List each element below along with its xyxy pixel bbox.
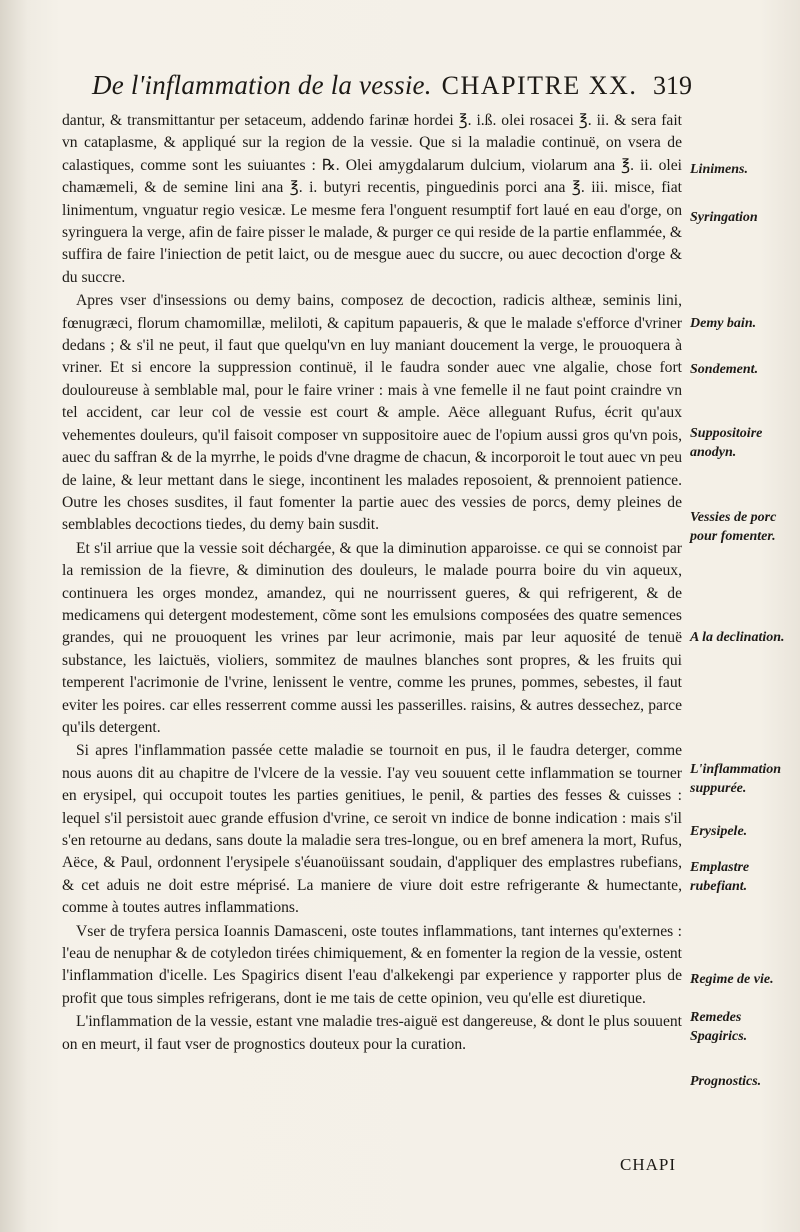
paragraph-5: Vser de tryfera persica Ioannis Damasceni, oste toutes inflammations, tant internes qu'externes : l'eau de nenuphar & de cotyledon tirées chimiquement, & en fomenter la region de la vessie, ostent l'inflammation d'icelle. Les Spagirics disent l'eau d'alkekengi par experience y rapporter plus de profit que tous simples refrigerans, dont ie me tais de cette opinion, veu qu'elle est diuretique. bbox=[62, 922, 682, 1007]
page-number: 319 bbox=[653, 71, 692, 100]
margin-note: Linimens. bbox=[690, 162, 748, 177]
margin-note: Emplastre rubefiant. bbox=[690, 860, 750, 894]
paragraph-3: Et s'il arriue que la vessie soit déchargée, & que la diminution apparoisse. ce qui se connoist par la remission de la fievre, & diminution des douleurs, le malade pourra boire du vin aqueux, continuera les orges mondez, amandez, qui ne nourrissent gueres, & qui refrigerent, & de medicamens qui detergent modestement, cõme sont les emulsions composées des quatre semences grandes, qui ne prouoquent les vrines par leur acrimonie, mais par leur aquosité de tenuë substance, les laictuës, violiers, sommitez de maulnes blanches sont propres, & les fruits qui temperent l'acrimonie de l'vrine, lenissent le ventre, comme les prunes, pommes, sebestes, il faut eviter les poires. car elles resserrent comme aussi les passerilles. raisins, & autres dessechez, parce qu'ils detergent. bbox=[62, 539, 682, 736]
paragraph-1: dantur, & transmittantur per setaceum, addendo farinæ hordei ℥. i.ß. olei rosacei ℥. ii. & sera fait vn cataplasme, & appliqué sur la region de la vessie. Que si la maladie continuë, on vsera de calastiques, comme sont les suiuantes : ℞. Olei amygdalarum dulcium, violarum ana ℥. ii. olei chamæmeli, & de semine lini ana ℥. i. butyri recentis, pinguedinis porci ana ℥. iii. misce, fiat linimentum, vnguatur regio vesicæ. Le mesme fera l'onguent resumptif fort laué en eau d'orge, on syringuera la verge, afin de faire pisser le malade, & purger ce qui reside de la partie enflammée, & suffira de faire l'iniection de petit laict, ou de mesgue auec du succre, ou auec decoction d'orge & du succre. bbox=[62, 112, 682, 286]
margin-note: Prognostics. bbox=[690, 1074, 762, 1089]
main-text bbox=[62, 110, 682, 1056]
margin-note: Erysipele. bbox=[690, 824, 748, 839]
margin-note: Demy bain. bbox=[690, 316, 757, 331]
margin-note: A la declination. bbox=[690, 630, 785, 645]
chapter-heading: CHAPITRE XX. bbox=[441, 71, 638, 100]
paragraph-2: Apres vser d'insessions ou demy bains, composez de decoction, radicis altheæ, seminis lini, fœnugræci, florum chamomillæ, meliloti, & capitum papaueris, & que le malade s'efforce d'vriner dedans ; & s'il ne peut, il faut que quelqu'vn en luy maniant doucement la verge, le prouoquera à vriner. Et si encore la suppression continuë, il le faudra sonder auec vne algalie, chose fort douloureuse à semblable mal, pour le faire vriner : mais à vne femelle il ne faut point craindre vn tel accident, car leur col de vessie est court & ample. Aëce alleguant Rufus, écrit qu'aux vehementes douleurs, qu'il faisoit composer vn suppositoire auec de l'opium aussi gros qu'vn pois, auec du saffran & de la myrrhe, le poids d'vne dragme de chacun, & incorporoit le tout auec vn peu de laine, & leur mettant dans le siege, incontinent les malades reposoient, & prennoient patience. Outre les choses susdites, il faut fomenter la partie auec des vessies de porcs, demy pleines de semblables decoctions tiedes, du demy bain susdit. bbox=[62, 292, 682, 534]
margin-note: Syringation bbox=[690, 210, 758, 225]
margin-note: L'inflammation suppurée. bbox=[690, 762, 782, 796]
margin-note: Vessies de porc pour fomenter. bbox=[690, 510, 777, 544]
running-title: De l'inflammation de la vessie. bbox=[92, 70, 432, 100]
catchword: CHAPI bbox=[620, 1155, 677, 1174]
paragraph-6: L'inflammation de la vessie, estant vne maladie tres-aiguë est dangereuse, & dont le plus souuent on en meurt, il faut vser de prognostics douteux pour la curation. bbox=[62, 1013, 682, 1053]
margin-notes bbox=[690, 110, 794, 1110]
margin-note: Regime de vie. bbox=[690, 972, 774, 987]
margin-note: Suppositoire anodyn. bbox=[690, 426, 763, 460]
page-header bbox=[92, 70, 692, 108]
paragraph-4: Si apres l'inflammation passée cette maladie se tournoit en pus, il le faudra deterger, comme nous auons dit au chapitre de l'vlcere de la vessie. I'ay veu souuent cette inflammation se tourner en erysipel, qui occupoit toutes les parties genitiues, le penil, & parties des fesses & cuisses : lequel s'il persistoit auec grande effusion d'vrine, ce seroit vn indice de bonne indication : mais s'il s'en retourne au dedans, sans doute la maladie sera tres-longue, ou en bref amenera la mort, Rufus, Aëce, & Paul, ordonnent l'erysipele s'éuanoüissant soudain, d'appliquer des emplastres rubefians, & cet aduis ne doit estre méprisé. La maniere de viure doit estre refrigerante & humectante, comme à toutes autres inflammations. bbox=[62, 742, 682, 917]
margin-note: Sondement. bbox=[690, 362, 759, 377]
margin-note: Remedes Spagirics. bbox=[690, 1010, 748, 1044]
